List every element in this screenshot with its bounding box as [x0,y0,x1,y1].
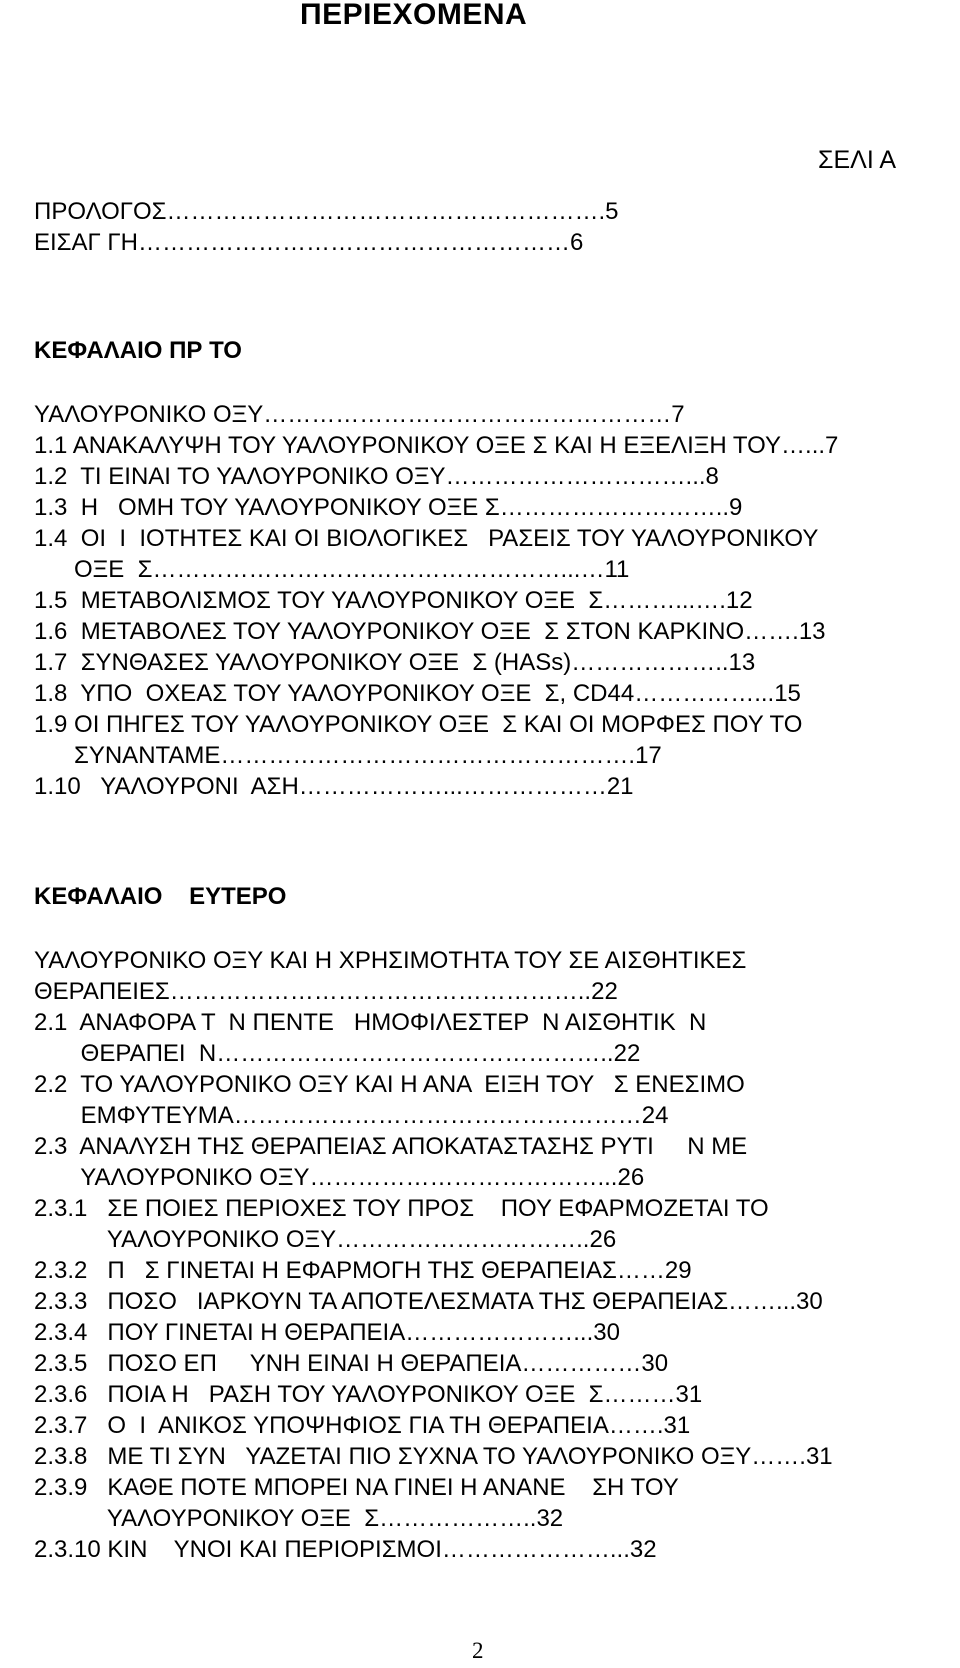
toc-entry: 2.3.7 Ο Ι ΑΝΙΚΟΣ ΥΠΟΨΗΦΙΟΣ ΓΙΑ ΤΗ ΘΕΡΑΠΕΙΑ…….31 [34,1412,691,1439]
toc-entry: 2.1 ΑΝΑΦΟΡΑ Τ Ν ΠΕΝΤΕ ΗΜΟΦΙΛΕΣΤΕΡ Ν ΑΙΣΘΗΤΙΚ Ν [34,1009,707,1036]
toc-entry: 1.10 ΥΑΛΟΥΡΟΝΙ ΑΣΗ………………...………………21 [34,773,634,800]
toc-entry: ΥΑΛΟΥΡΟΝΙΚΟ ΟΞΥ ΚΑΙ Η ΧΡΗΣΙΜΟΤΗΤΑ ΤΟΥ ΣΕ ΑΙΣΘΗΤΙΚΕΣ [34,947,747,974]
toc-entry: ΥΑΛΟΥΡΟΝΙΚΟ ΟΞΥ………………………………...26 [34,1164,645,1191]
toc-entry: 1.9 ΟΙ ΠΗΓΕΣ ΤΟΥ ΥΑΛΟΥΡΟΝΙΚΟΥ ΟΞΕ Σ ΚΑΙ ΟΙ ΜΟΡΦΕΣ ΠΟΥ ΤΟ [34,711,803,738]
toc-entry: 1.5 ΜΕΤΑΒΟΛΙΣΜΟΣ ΤΟΥ ΥΑΛΟΥΡΟΝΙΚΟΥ ΟΞΕ Σ………...….12 [34,587,753,614]
toc-entry: ΕΙΣΑΓ ΓΗ………………………………………………6 [34,229,584,256]
toc-entry: 2.3.6 ΠΟΙΑ Η ΡΑΣΗ ΤΟΥ ΥΑΛΟΥΡΟΝΙΚΟΥ ΟΞΕ Σ………31 [34,1381,703,1408]
chapter-heading: ΚΕΦΑΛΑΙΟ ΕΥΤΕΡΟ [34,883,287,910]
toc-entry: 2.3.5 ΠΟΣΟ ΕΠ ΥΝΗ ΕΙΝΑΙ Η ΘΕΡΑΠΕΙΑ……………30 [34,1350,669,1377]
toc-entry: ΥΑΛΟΥΡΟΝΙΚΟ ΟΞΥ……………………………………………7 [34,401,685,428]
toc-entry: ΥΑΛΟΥΡΟΝΙΚΟΥ ΟΞΕ Σ………………..32 [34,1505,564,1532]
toc-entry: 1.8 ΥΠΟ ΟΧΕΑΣ ΤΟΥ ΥΑΛΟΥΡΟΝΙΚΟΥ ΟΞΕ Σ, CD44……………...15 [34,680,801,707]
toc-entry: ΥΑΛΟΥΡΟΝΙΚΟ ΟΞΥ…………………………..26 [34,1226,617,1253]
chapter-heading: ΚΕΦΑΛΑΙΟ ΠΡ ΤΟ [34,337,242,364]
toc-entry: 1.3 Η ΟΜΗ ΤΟΥ ΥΑΛΟΥΡΟΝΙΚΟΥ ΟΞΕ Σ………………………..9 [34,494,743,521]
toc-entry: 1.6 ΜΕΤΑΒΟΛΕΣ ΤΟΥ ΥΑΛΟΥΡΟΝΙΚΟΥ ΟΞΕ Σ ΣΤΟΝ ΚΑΡΚΙΝΟ…….13 [34,618,826,645]
toc-entry: 1.7 ΣΥΝΘΑΣΕΣ ΥΑΛΟΥΡΟΝΙΚΟΥ ΟΞΕ Σ (HASs)………………..13 [34,649,756,676]
toc-entry: ΣΥΝΑΝΤΑΜΕ…………………………………………….17 [34,742,662,769]
toc-entry: 2.3.4 ΠΟΥ ΓΙΝΕΤΑΙ Η ΘΕΡΑΠΕΙΑ…………………...30 [34,1319,620,1346]
toc-entry: ΘΕΡΑΠΕΙΕΣ……………………………………………..22 [34,978,618,1005]
toc-entry: 2.3.8 ΜΕ ΤΙ ΣΥΝ ΥΑΖΕΤΑΙ ΠΙΟ ΣΥΧΝΑ ΤΟ ΥΑΛΟΥΡΟΝΙΚΟ ΟΞΥ…….31 [34,1443,833,1470]
toc-entry: 2.3.10 ΚΙΝ ΥΝΟΙ ΚΑΙ ΠΕΡΙΟΡΙΣΜΟΙ…………………...32 [34,1536,657,1563]
page-column-header: ΣΕΛΙ Α [818,146,897,174]
page-number: 2 [472,1638,484,1663]
toc-entry: ΕΜΦΥΤΕΥΜΑ……………………………………………24 [34,1102,669,1129]
toc-entry: ΠΡΟΛΟΓΟΣ……………………………………………….5 [34,198,619,225]
toc-entry: 1.1 ΑΝΑΚΑΛΥΨΗ ΤΟΥ ΥΑΛΟΥΡΟΝΙΚΟΥ ΟΞΕ Σ ΚΑΙ Η ΕΞΕΛΙΞΗ ΤΟΥ…...7 [34,432,839,459]
toc-entry: 1.2 ΤΙ ΕΙΝΑΙ ΤΟ ΥΑΛΟΥΡΟΝΙΚΟ ΟΞΥ…………………………...8 [34,463,719,490]
toc-entry: 2.3.9 ΚΑΘΕ ΠΟΤΕ ΜΠΟΡΕΙ ΝΑ ΓΙΝΕΙ Η ΑΝΑΝΕ ΣΗ ΤΟΥ [34,1474,679,1501]
toc-entry: ΘΕΡΑΠΕΙ Ν…………………………………………..22 [34,1040,641,1067]
toc-entry: 2.3.2 Π Σ ΓΙΝΕΤΑΙ Η ΕΦΑΡΜΟΓΗ ΤΗΣ ΘΕΡΑΠΕΙΑΣ……29 [34,1257,692,1284]
toc-entry: 2.2 ΤΟ ΥΑΛΟΥΡΟΝΙΚΟ ΟΞΥ ΚΑΙ Η ΑΝΑ ΕΙΞΗ ΤΟΥ Σ ΕΝΕΣΙΜΟ [34,1071,745,1098]
toc-entry: 1.4 ΟΙ Ι ΙΟΤΗΤΕΣ ΚΑΙ ΟΙ ΒΙΟΛΟΓΙΚΕΣ ΡΑΣΕΙΣ ΤΟΥ ΥΑΛΟΥΡΟΝΙΚΟΥ [34,525,819,552]
toc-entry: ΟΞΕ Σ……………………………………………...…11 [34,556,630,583]
toc-entry: 2.3.1 ΣΕ ΠΟΙΕΣ ΠΕΡΙΟΧΕΣ ΤΟΥ ΠΡΟΣ ΠΟΥ ΕΦΑΡΜΟΖΕΤΑΙ ΤΟ [34,1195,769,1222]
toc-entry: 2.3 ΑΝΑΛΥΣΗ ΤΗΣ ΘΕΡΑΠΕΙΑΣ ΑΠΟΚΑΤΑΣΤΑΣΗΣ ΡΥΤΙ Ν ΜΕ [34,1133,748,1160]
page-title: ΠΕΡΙΕΧΟΜΕΝΑ [300,0,528,31]
toc-entry: 2.3.3 ΠΟΣΟ ΙΑΡΚΟΥΝ ΤΑ ΑΠΟΤΕΛΕΣΜΑΤΑ ΤΗΣ ΘΕΡΑΠΕΙΑΣ……...30 [34,1288,823,1315]
